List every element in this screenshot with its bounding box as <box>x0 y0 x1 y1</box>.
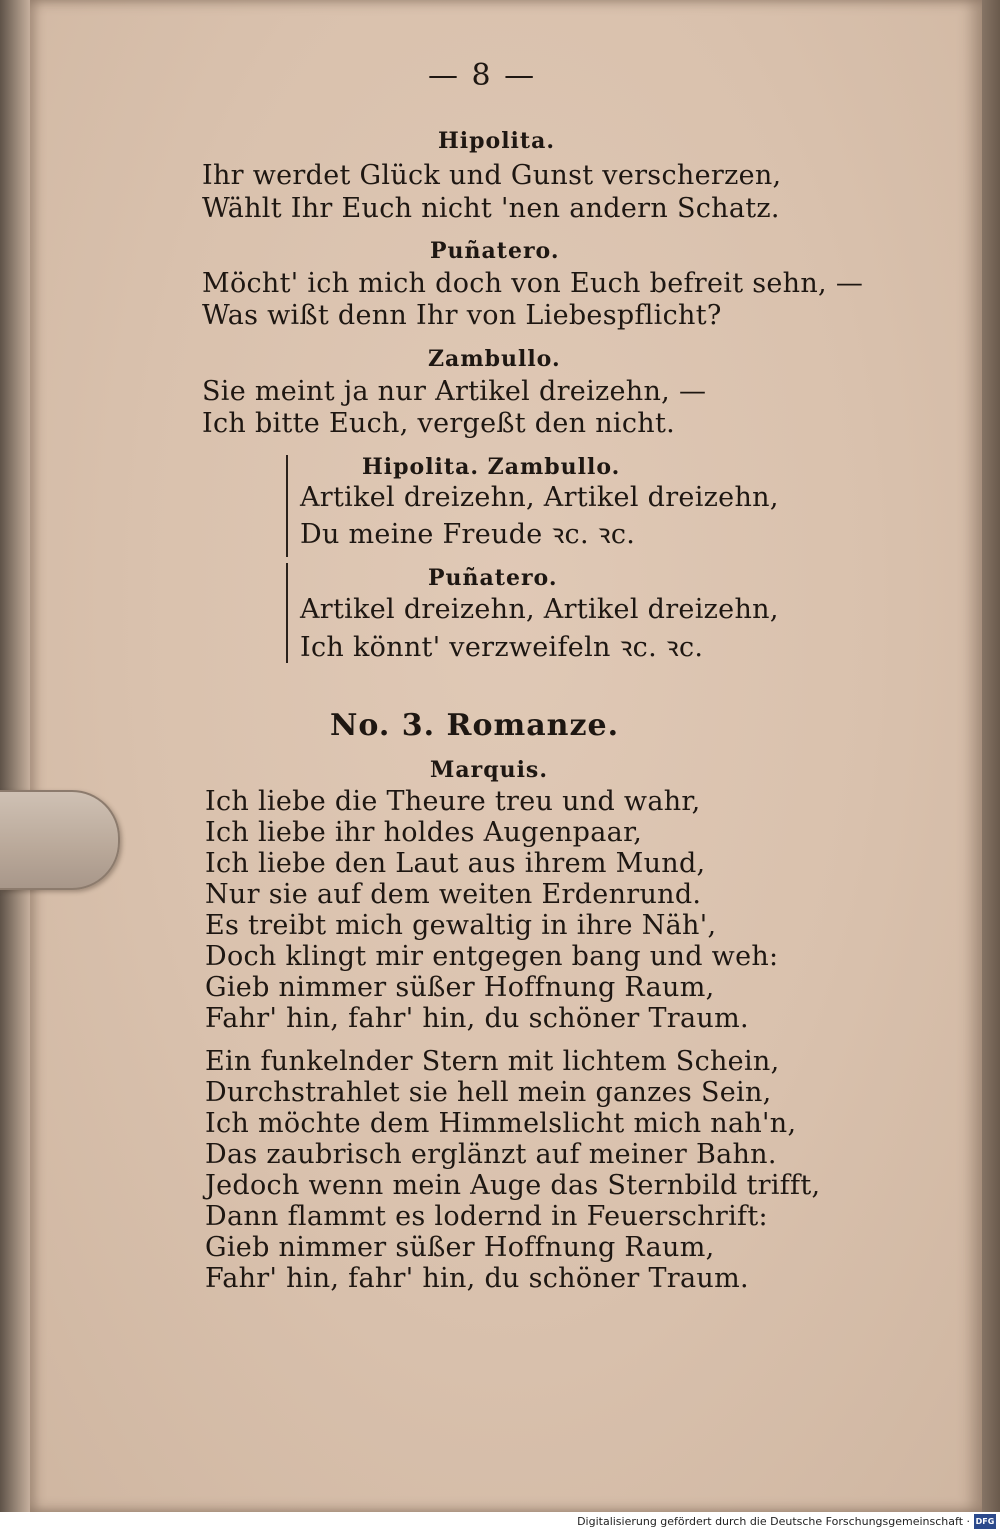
verse-line: Dann flammt es lodernd in Feuerschrift: <box>205 1201 768 1232</box>
verse-line: Ich könnt' verzweifeln ꝛc. ꝛc. <box>300 632 704 663</box>
verse-line: Doch klingt mir entgegen bang und weh: <box>205 941 779 972</box>
verse-line: Es treibt mich gewaltig in ihre Näh', <box>205 910 717 941</box>
verse-line: Was wißt denn Ihr von Liebespflicht? <box>202 300 722 331</box>
digitization-footer <box>0 1512 1000 1533</box>
speaker-label: Zambullo. <box>428 346 561 372</box>
speaker-label: Hipolita. Zambullo. <box>362 454 621 480</box>
verse-line: Artikel dreizehn, Artikel dreizehn, <box>300 482 779 513</box>
verse-line: Du meine Freude ꝛc. ꝛc. <box>300 519 636 550</box>
ensemble-brace <box>286 455 298 557</box>
verse-line: Ich liebe den Laut aus ihrem Mund, <box>205 848 706 879</box>
page-number: — 8 — <box>428 58 537 93</box>
verse-line: Möcht' ich mich doch von Euch befreit sehn, — <box>202 268 864 299</box>
verse-line: Fahr' hin, fahr' hin, du schöner Traum. <box>205 1263 749 1294</box>
footer-credit: Digitalisierung gefördert durch die Deutsche Forschungsgemeinschaft · <box>577 1515 970 1528</box>
verse-line: Ihr werdet Glück und Gunst verscherzen, <box>202 160 782 191</box>
speaker-label: Hipolita. <box>438 128 555 154</box>
verse-line: Fahr' hin, fahr' hin, du schöner Traum. <box>205 1003 749 1034</box>
verse-line: Ich liebe die Theure treu und wahr, <box>205 786 701 817</box>
verse-line: Das zaubrisch erglänzt auf meiner Bahn. <box>205 1139 777 1170</box>
ensemble-brace <box>286 563 298 663</box>
section-heading: No. 3. Romanze. <box>330 708 620 743</box>
verse-line: Sie meint ja nur Artikel dreizehn, — <box>202 376 707 407</box>
verse-line: Gieb nimmer süßer Hoffnung Raum, <box>205 972 715 1003</box>
binding-edge <box>0 0 30 1512</box>
verse-line: Durchstrahlet sie hell mein ganzes Sein, <box>205 1077 772 1108</box>
verse-line: Gieb nimmer süßer Hoffnung Raum, <box>205 1232 715 1263</box>
speaker-label: Puñatero. <box>430 238 560 264</box>
dfg-logo: DFG <box>974 1514 996 1529</box>
verse-line: Ich möchte dem Himmelslicht mich nah'n, <box>205 1108 797 1139</box>
verse-line: Jedoch wenn mein Auge das Sternbild trifft, <box>205 1170 821 1201</box>
verse-line: Artikel dreizehn, Artikel dreizehn, <box>300 594 779 625</box>
verse-line: Ein funkelnder Stern mit lichtem Schein, <box>205 1046 780 1077</box>
speaker-label: Puñatero. <box>428 565 558 591</box>
verse-line: Ich liebe ihr holdes Augenpaar, <box>205 817 643 848</box>
verse-line: Wählt Ihr Euch nicht 'nen andern Schatz. <box>202 193 780 224</box>
page-clip <box>0 790 120 890</box>
speaker-label: Marquis. <box>430 757 548 783</box>
verse-line: Ich bitte Euch, vergeßt den nicht. <box>202 408 675 439</box>
verse-line: Nur sie auf dem weiten Erdenrund. <box>205 879 702 910</box>
